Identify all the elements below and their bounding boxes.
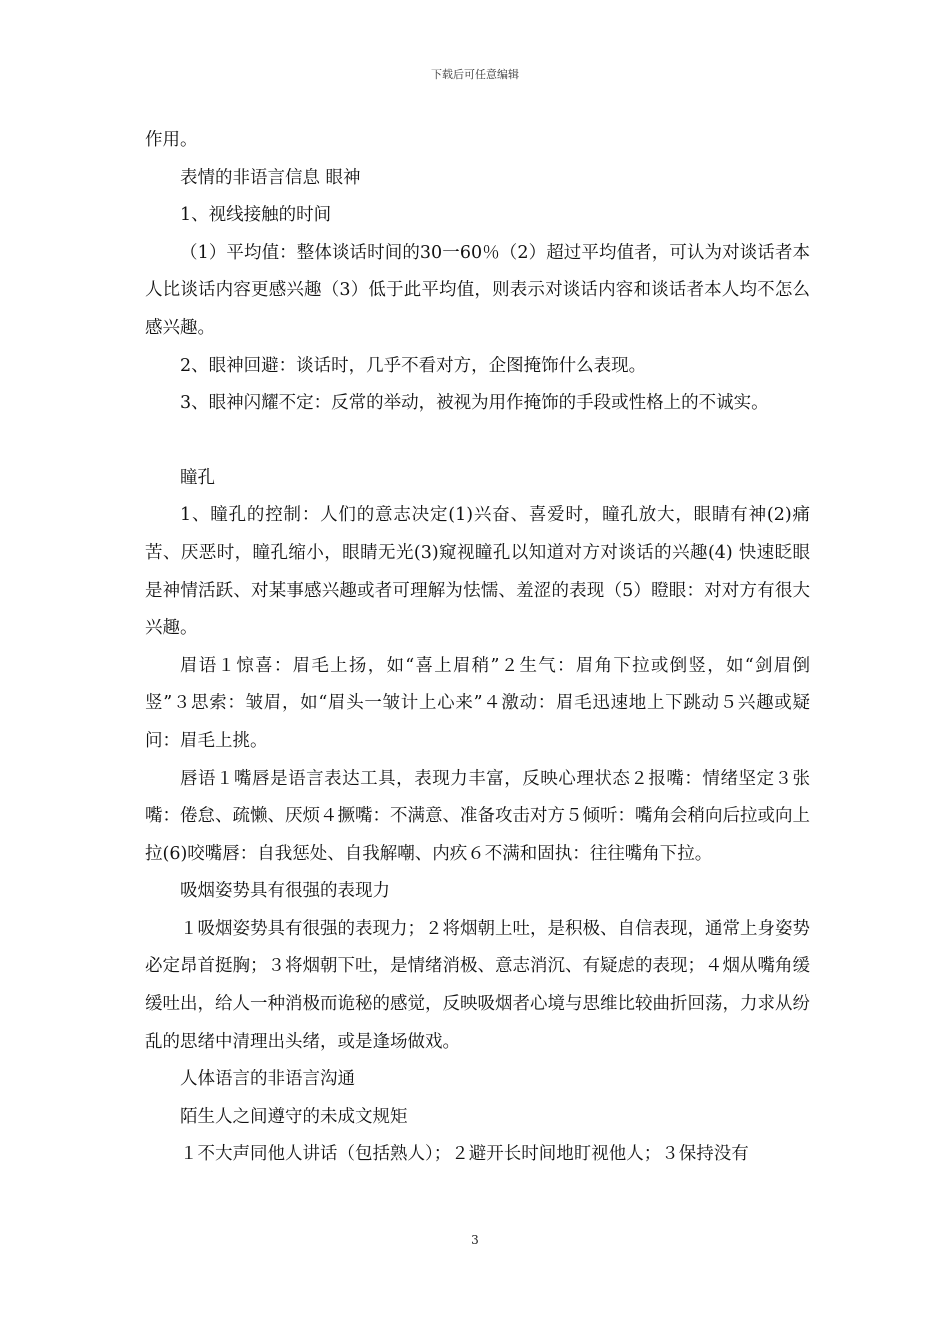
paragraph: 唇语１嘴唇是语言表达工具，表现力丰富，反映心理状态２报嘴：情绪坚定３张嘴：倦怠、疏懒、厌烦４撅嘴：不满意、准备攻击对方５倾听：嘴角会稍向后拉或向上拉(6)咬嘴唇：自我惩处、自我解嘲、内疚６不满和固执：往往嘴角下拉。: [145, 768, 810, 864]
paragraph: （1）平均值：整体谈话时间的30一60％（2）超过平均值者，可认为对谈话者本人比谈话内容更感兴趣（3）低于此平均值，则表示对谈话内容和谈话者本人均不怎么感兴趣。: [145, 242, 810, 338]
paragraph: 1、瞳孔的控制：人们的意志决定(1)兴奋、喜爱时，瞳孔放大，眼睛有神(2)痛苦、厌恶时，瞳孔缩小，眼睛无光(3)窥视瞳孔以知道对方对谈话的兴趣(4) 快速眨眼是神情活跃、对某事感兴趣或者可理解为怯懦、羞涩的表现（5）瞪眼：对对方有很大兴趣。: [145, 505, 810, 639]
page-header: 下载后可任意编辑: [431, 68, 519, 81]
section-heading: 吸烟姿势具有很强的表现力: [180, 881, 390, 902]
paragraph: １不大声同他人讲话（包括熟人）；２避开长时间地盯视他人；３保持没有: [180, 1144, 749, 1165]
blank-line: [145, 423, 810, 460]
paragraph: 2、眼神回避：谈话时，几乎不看对方，企图掩饰什么表现。: [180, 355, 647, 376]
paragraph: 眉语１惊喜：眉毛上扬，如“喜上眉稍”２生气：眉角下拉或倒竖，如“剑眉倒竖”３思索：皱眉，如“眉头一皱计上心来”４激动：眉毛迅速地上下跳动５兴趣或疑问：眉毛上挑。: [145, 655, 810, 751]
section-heading: 瞳孔: [180, 467, 215, 488]
subheading: 陌生人之间遵守的未成文规矩: [180, 1106, 408, 1127]
paragraph: １吸烟姿势具有很强的表现力；２将烟朝上吐，是积极、自信表现，通常上身姿势必定昂首挺胸；３将烟朝下吐，是情绪消极、意志消沉、有疑虑的表现；４烟从嘴角缓缓吐出，给人一种消极而诡秘的感觉，反映吸烟者心境与思维比较曲折回荡，力求从纷乱的思绪中清理出头绪，或是逢场做戏。: [145, 918, 810, 1052]
page-number: 3: [471, 1233, 479, 1247]
paragraph: 作用。: [145, 130, 198, 150]
section-heading: 表情的非语言信息 眼神: [180, 167, 361, 188]
document-body: [145, 122, 810, 1174]
subheading: 1、视线接触的时间: [180, 205, 332, 226]
section-heading: 人体语言的非语言沟通: [180, 1069, 355, 1090]
paragraph: 3、眼神闪耀不定：反常的举动，被视为用作掩饰的手段或性格上的不诚实。: [180, 393, 769, 414]
